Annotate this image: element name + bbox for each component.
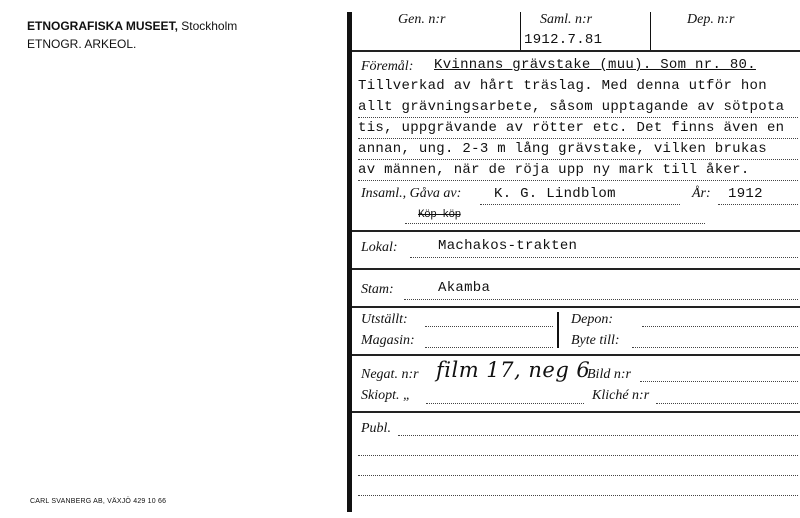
skiopt-label: Skiopt. „ xyxy=(361,388,411,403)
utstallt-label: Utställt: xyxy=(361,312,408,327)
object-line-6: av männen, när de röja upp ny mark till åker. xyxy=(358,162,750,178)
divider-numbers xyxy=(352,50,800,52)
depon-label: Depon: xyxy=(571,312,613,327)
object-line-4: tis, uppgrävande av rötter etc. Det finns även en xyxy=(358,120,785,136)
divider-storage xyxy=(352,354,800,356)
column-divider-2 xyxy=(650,12,651,52)
divider-photo xyxy=(352,411,800,413)
printer-imprint: CARL SVANBERG AB, VÄXJÖ 429 10 66 xyxy=(30,498,167,505)
stam-label: Stam: xyxy=(361,282,394,297)
lokal-value: Machakos-trakten xyxy=(438,238,578,254)
storage-divider xyxy=(557,312,559,348)
object-line-3: allt grävningsarbete, såsom upptagande av sötpota xyxy=(358,99,785,115)
museum-title: ETNOGRAFISKA MUSEET, xyxy=(27,19,178,33)
divider-stam xyxy=(352,306,800,308)
magasin-label: Magasin: xyxy=(361,333,415,348)
card-left-border xyxy=(347,12,352,512)
stam-value: Akamba xyxy=(438,280,491,296)
dep-number-label: Dep. n:r xyxy=(687,12,735,27)
saml-number-value: 1912.7.81 xyxy=(524,32,603,48)
museum-name xyxy=(27,19,237,33)
object-line-5: annan, ung. 2-3 m lång grävstake, vilken brukas xyxy=(358,141,767,157)
department-label: ETNOGR. ARKEOL. xyxy=(27,37,137,51)
divider-lokal xyxy=(352,268,800,270)
column-divider-1 xyxy=(520,12,521,52)
divider-collector xyxy=(352,230,800,232)
object-line-1: Kvinnans grävstake (muu). Som nr. 80. xyxy=(434,57,756,73)
struck-purchase-note: Köp köp xyxy=(418,209,461,221)
object-label: Föremål: xyxy=(361,59,414,74)
saml-number-label: Saml. n:r xyxy=(540,12,593,27)
publ-label: Publ. xyxy=(361,421,391,436)
object-line-2: Tillverkad av hårt träslag. Med denna utför hon xyxy=(358,78,767,94)
museum-city: Stockholm xyxy=(181,19,238,33)
collector-label: Insaml., Gåva av: xyxy=(361,186,462,201)
lokal-label: Lokal: xyxy=(361,240,398,255)
bild-label: Bild n:r xyxy=(587,367,631,382)
collector-value: K. G. Lindblom xyxy=(494,186,616,202)
negat-value-handwritten: film 17, neg 6 xyxy=(436,358,591,382)
byte-label: Byte till: xyxy=(571,333,620,348)
negat-label: Negat. n:r xyxy=(361,367,419,382)
year-label: År: xyxy=(692,186,711,201)
kliche-label: Kliché n:r xyxy=(592,388,650,403)
year-value: 1912 xyxy=(728,186,763,202)
gen-number-label: Gen. n:r xyxy=(398,12,446,27)
